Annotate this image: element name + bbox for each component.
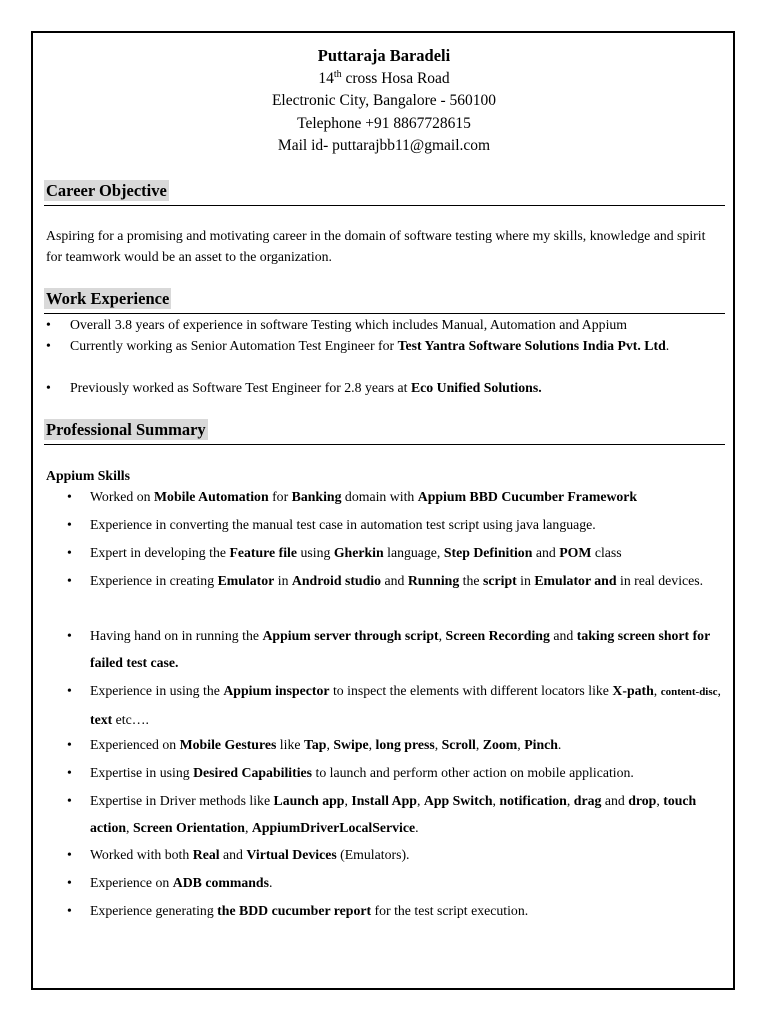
skill-item: • Experience on ADB commands. xyxy=(67,869,724,896)
bullet-icon: • xyxy=(67,683,72,698)
work-item: • Overall 3.8 years of experience in software Testing which includes Manual, Automation and Appium xyxy=(46,314,716,335)
telephone-line: Telephone +91 8867728615 xyxy=(297,115,471,132)
career-objective-heading: Career Objective xyxy=(46,181,167,200)
bullet-icon: • xyxy=(46,380,51,395)
bullet-icon: • xyxy=(46,317,51,332)
skill-item: • Expertise in Driver methods like Launch app, Install App, App Switch, notification, drag and drop, touch action, Screen Orientation, AppiumDriverLocalService. xyxy=(67,787,724,841)
skill-item: • Worked on Mobile Automation for Banking domain with Appium BBD Cucumber Framework xyxy=(67,483,724,510)
bullet-icon: • xyxy=(67,545,72,560)
bullet-icon: • xyxy=(67,765,72,780)
address-street: cross Hosa Road xyxy=(341,70,450,87)
skill-item: • Experienced on Mobile Gestures like Tap, Swipe, long press, Scroll, Zoom, Pinch. xyxy=(67,731,724,758)
bullet-icon: • xyxy=(67,628,72,643)
address-number: 14 xyxy=(318,70,334,87)
skill-item: • Experience in using the Appium inspector to inspect the elements with different locators like X-path, content-disc, text etc…. xyxy=(67,677,724,733)
skill-item: • Experience in creating Emulator in Android studio and Running the script in Emulator and in real devices. xyxy=(67,567,724,594)
skill-item: • Experience in converting the manual test case in automation test script using java language. xyxy=(67,511,724,538)
professional-summary-heading: Professional Summary xyxy=(46,420,206,439)
city-line: Electronic City, Bangalore - 560100 xyxy=(271,92,497,109)
bullet-icon: • xyxy=(67,875,72,890)
work-item: • Previously worked as Software Test Engineer for 2.8 years at Eco Unified Solutions. xyxy=(46,377,716,398)
section-divider xyxy=(44,205,725,206)
skill-item: • Having hand on in running the Appium server through script, Screen Recording and taking screen short for failed test case. xyxy=(67,622,724,676)
work-item: • Currently working as Senior Automation Test Engineer for Test Yantra Software Solutions India Pvt. Ltd. xyxy=(46,335,716,356)
bullet-icon: • xyxy=(67,517,72,532)
employer-previous: Eco Unified Solutions. xyxy=(410,380,542,395)
bullet-icon: • xyxy=(67,793,72,808)
skill-item: • Worked with both Real and Virtual Devices (Emulators). xyxy=(67,841,724,868)
skill-item: • Experience generating the BDD cucumber report for the test script execution. xyxy=(67,897,724,924)
bullet-icon: • xyxy=(67,847,72,862)
candidate-name: Puttaraja Baradeli xyxy=(317,46,451,65)
work-experience-heading: Work Experience xyxy=(46,289,170,308)
bullet-icon: • xyxy=(46,338,51,353)
bullet-icon: • xyxy=(67,489,72,504)
skill-item: • Expert in developing the Feature file using Gherkin language, Step Definition and POM class xyxy=(67,539,724,566)
address-ordinal: th xyxy=(333,69,342,80)
bullet-icon: • xyxy=(67,573,72,588)
employer-current: Test Yantra Software Solutions India Pvt. Ltd xyxy=(397,338,666,353)
address-line xyxy=(33,70,735,88)
career-objective-text: Aspiring for a promising and motivating career in the domain of software testing where my skills, knowledge and spirit for teamwork would be an asset to the organization. xyxy=(46,228,706,264)
email-line: Mail id- puttarajbb11@gmail.com xyxy=(277,137,491,154)
skill-item: • Expertise in using Desired Capabilities to launch and perform other action on mobile application. xyxy=(67,759,724,786)
section-divider xyxy=(44,444,725,445)
bullet-icon: • xyxy=(67,737,72,752)
bullet-icon: • xyxy=(67,903,72,918)
appium-skills-subheading: Appium Skills xyxy=(46,468,130,483)
